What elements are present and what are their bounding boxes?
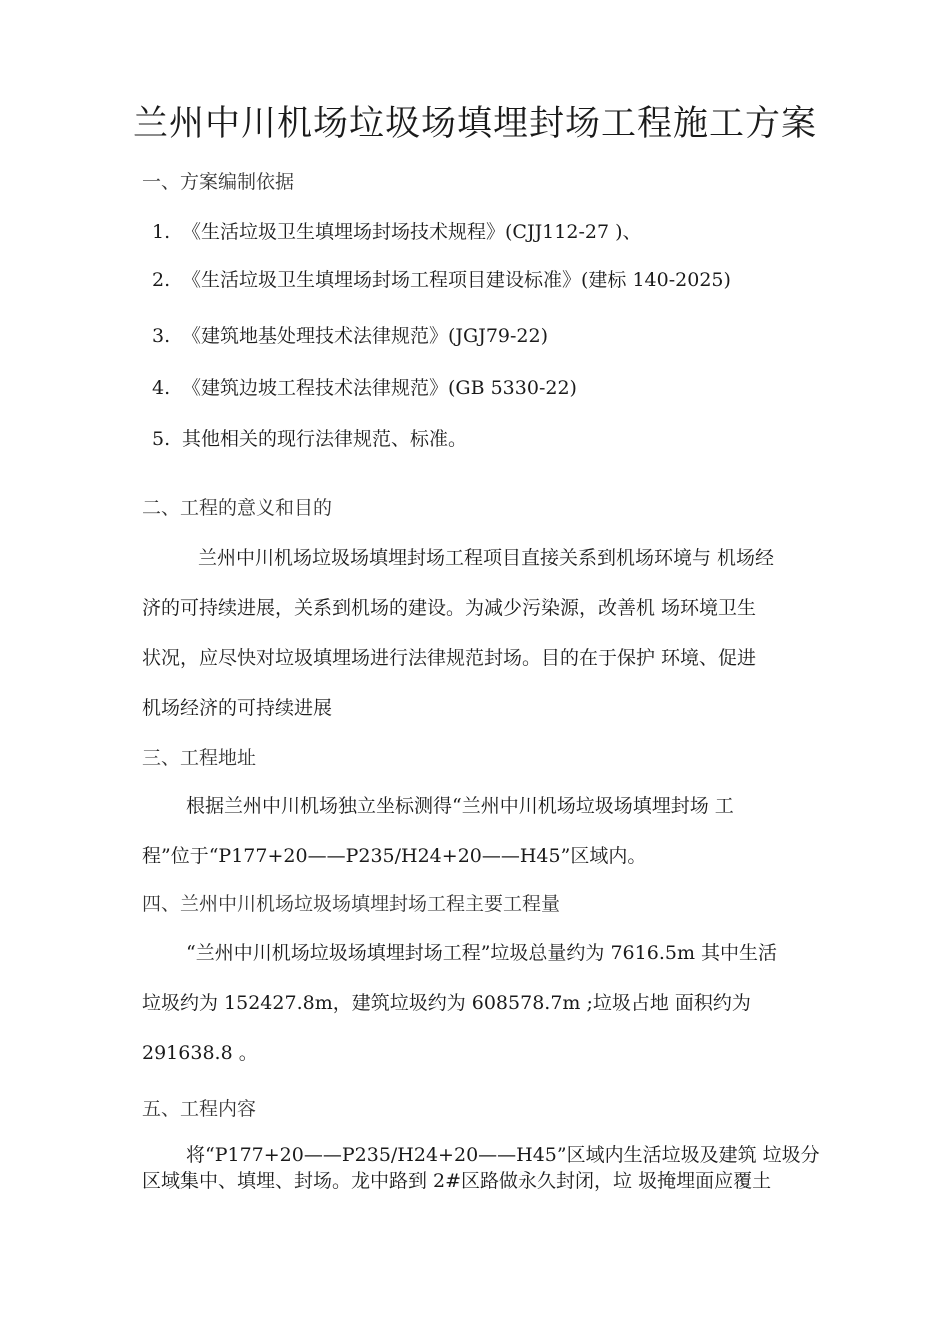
list-text: 其他相关的现行法律规范、标准。 <box>182 428 468 450</box>
paragraph-line: 济的可持续进展，关系到机场的建设。为减少污染源，改善机 场环境卫生 <box>142 597 757 619</box>
list-number: 1. <box>152 221 171 243</box>
paragraph-line: 291638.8 。 <box>142 1042 258 1064</box>
list-text: 《生活垃圾卫生填埋场封场技术规程》(CJJ112-27 )、 <box>182 221 642 243</box>
list-item <box>152 323 842 349</box>
list-number: 2. <box>152 269 171 291</box>
paragraph-line: 程”位于“P177+20——P235/H24+20——H45”区域内。 <box>142 845 647 867</box>
list-item <box>152 219 842 245</box>
list-text: 《建筑边坡工程技术法律规范》(GB 5330-22) <box>182 377 577 399</box>
section2-heading: 二、工程的意义和目的 <box>142 497 333 519</box>
list-item <box>152 267 842 293</box>
section3-heading: 三、工程地址 <box>142 747 257 769</box>
paragraph-line: 将“P177+20——P235/H24+20——H45”区域内生活垃圾及建筑 垃圾分 <box>186 1144 820 1166</box>
list-number: 3. <box>152 325 171 347</box>
list-text: 《生活垃圾卫生填埋场封场工程项目建设标准》(建标 140-2025) <box>182 269 731 291</box>
document-title: 兰州中川机场垃圾场填埋封场工程施工方案 <box>132 104 817 144</box>
paragraph-line: 状况，应尽快对垃圾填埋场进行法律规范封场。目的在于保护 环境、促进 <box>142 647 757 669</box>
paragraph-line: 机场经济的可持续进展 <box>142 697 333 719</box>
paragraph-line: 兰州中川机场垃圾场填埋封场工程项目直接关系到机场环境与 机场经 <box>198 547 775 569</box>
section1-heading: 一、方案编制依据 <box>142 171 295 193</box>
paragraph-line: 根据兰州中川机场独立坐标测得“兰州中川机场垃圾场填埋封场 工 <box>186 795 734 817</box>
list-item <box>152 426 842 452</box>
paragraph-line: “兰州中川机场垃圾场填埋封场工程”垃圾总量约为 7616.5m 其中生活 <box>186 942 778 964</box>
list-number: 5. <box>152 428 171 450</box>
section5-heading: 五、工程内容 <box>142 1098 257 1120</box>
list-text: 《建筑地基处理技术法律规范》(JGJ79-22) <box>182 325 549 347</box>
paragraph-line: 区域集中、填埋、封场。龙中路到 2#区路做永久封闭，垃 圾掩埋面应覆土 <box>142 1170 772 1192</box>
paragraph-line: 垃圾约为 152427.8m，建筑垃圾约为 608578.7m ;垃圾占地 面积约为 <box>142 992 751 1014</box>
list-number: 4. <box>152 377 171 399</box>
list-item <box>152 375 842 401</box>
section4-heading: 四、兰州中川机场垃圾场填埋封场工程主要工程量 <box>142 893 561 915</box>
